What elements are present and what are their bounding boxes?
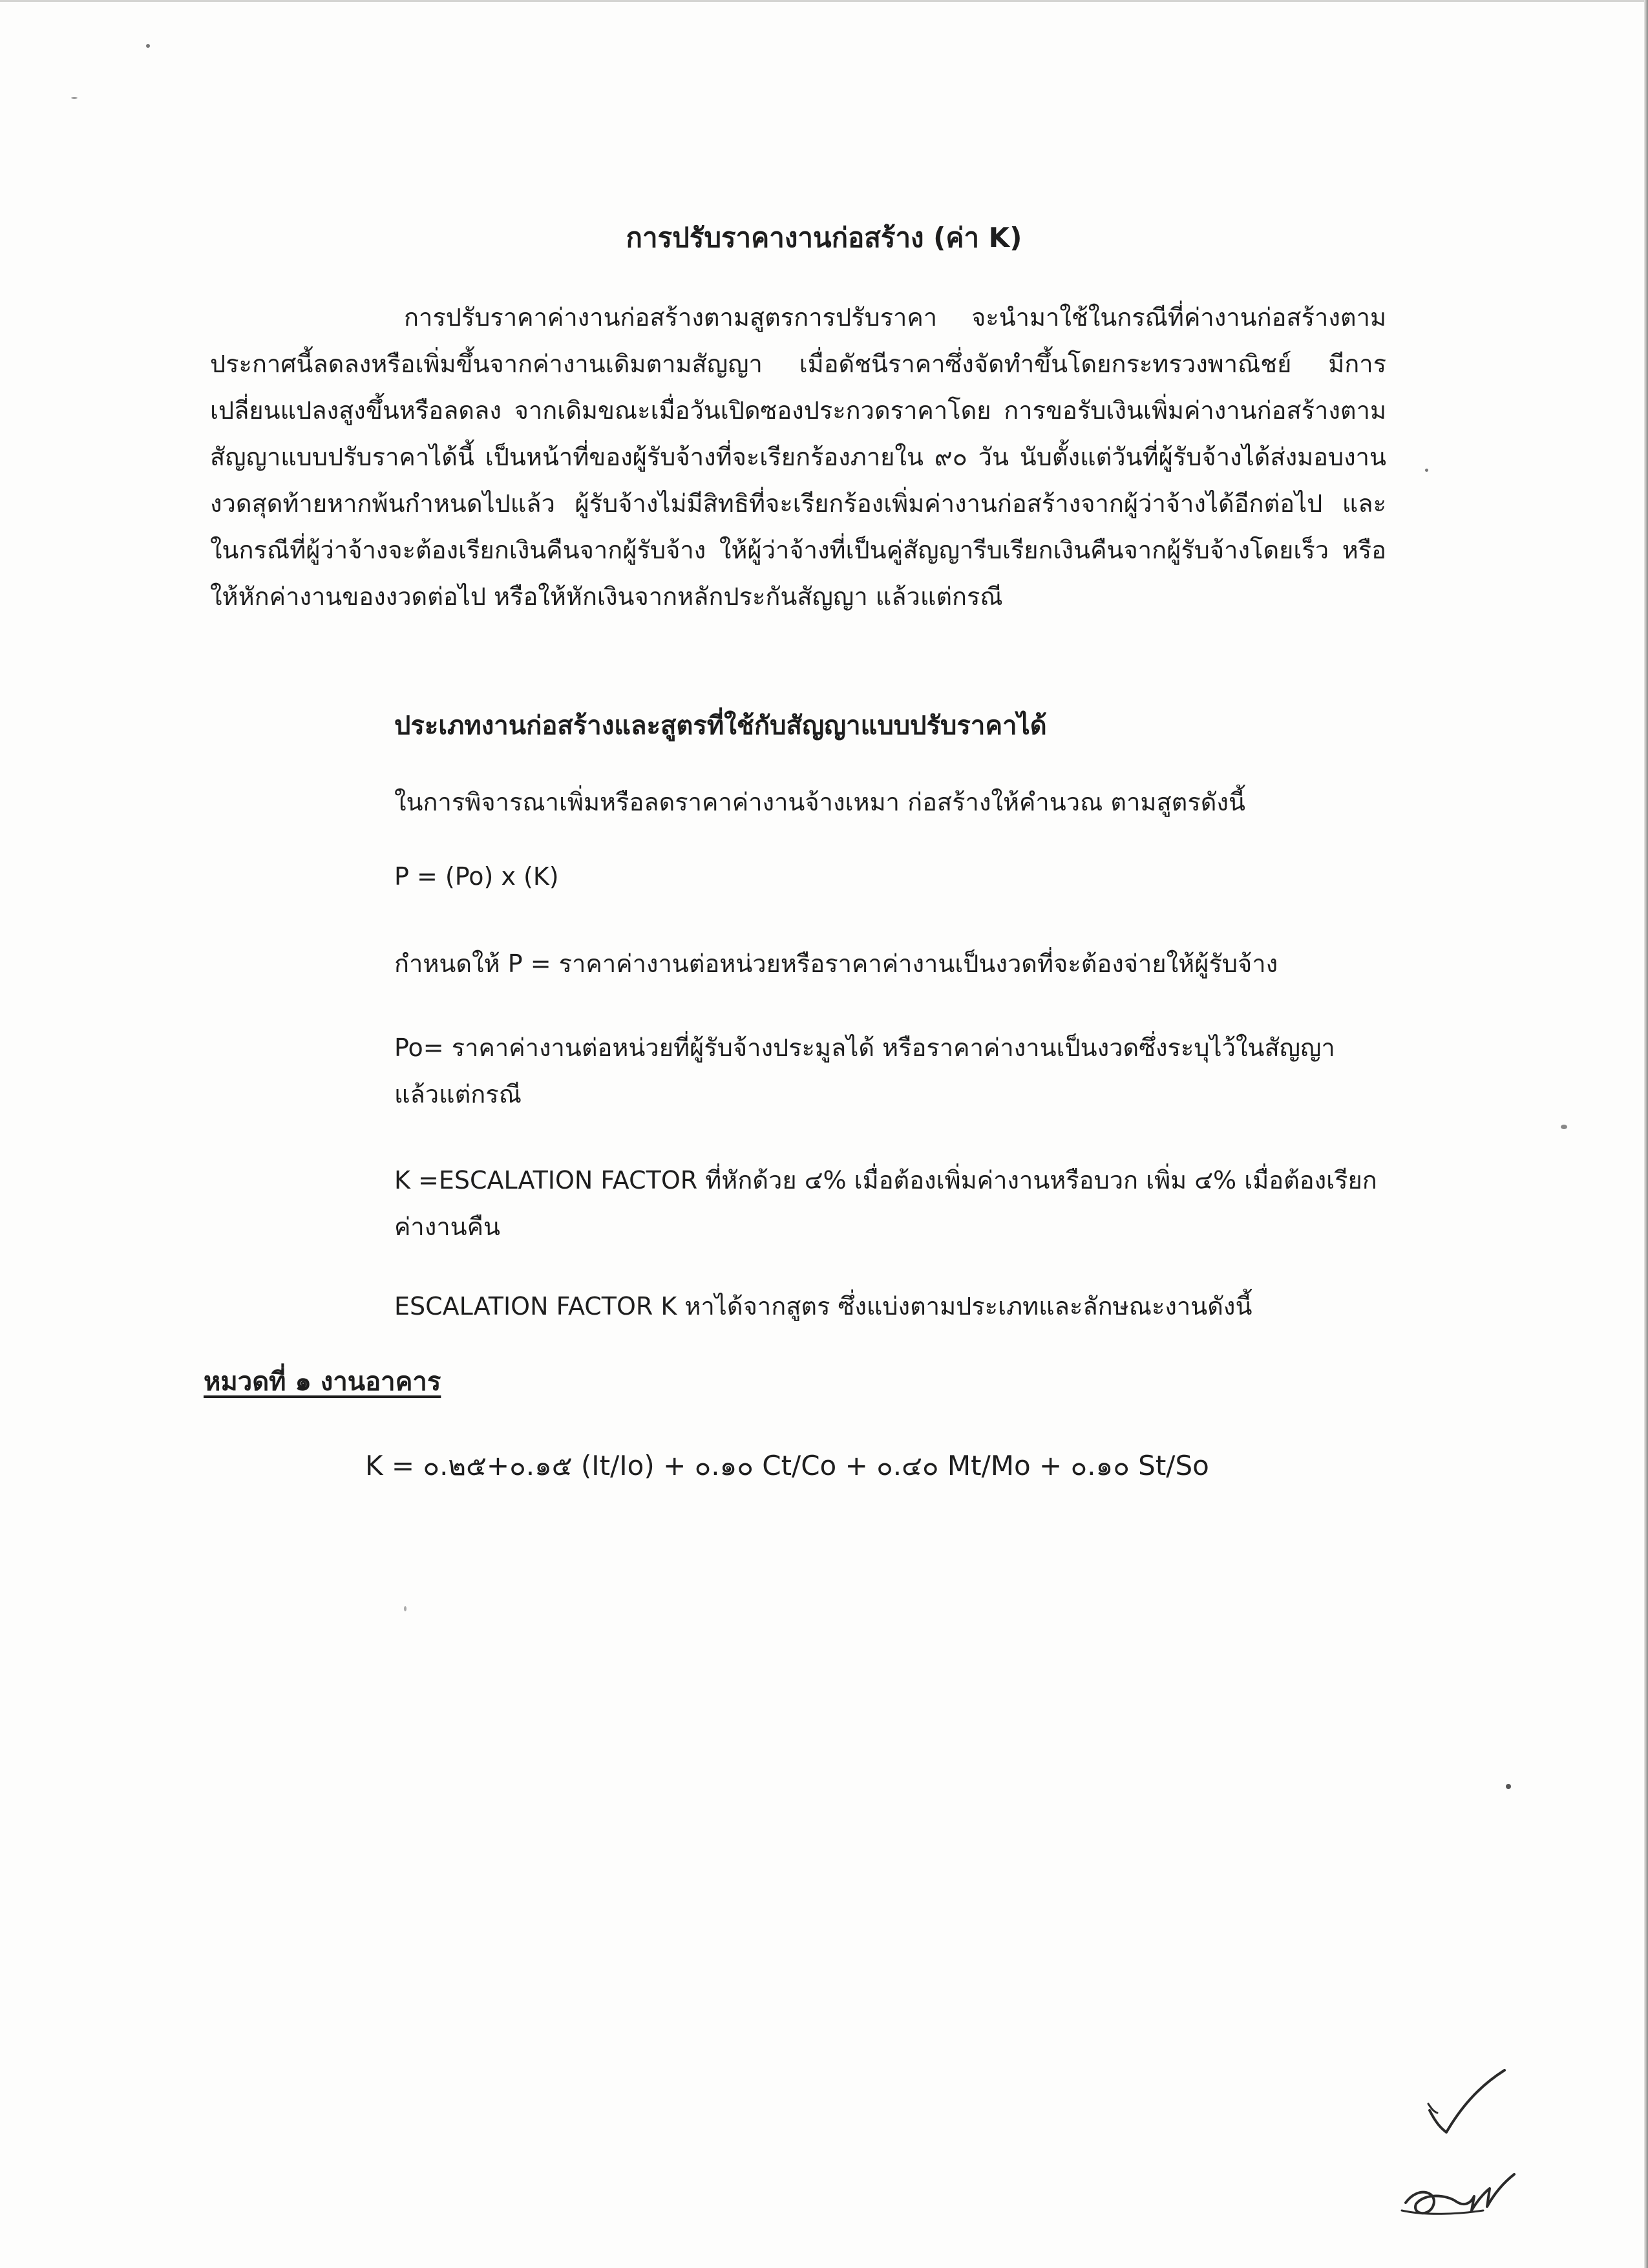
scan-speck	[404, 1606, 407, 1611]
formula-category-1: K = ๐.๒๕+๐.๑๕ (It/Io) + ๐.๑๐ Ct/Co + ๐.๔๐ Mt/Mo + ๐.๑๐ St/So	[365, 1450, 1209, 1481]
definition-p: กำหนดให้ P = ราคาค่างานต่อหน่วยหรือราคาค่างานเป็นงวดที่จะต้องจ่ายให้ผู้รับจ้าง	[394, 949, 1278, 978]
definition-po: Po= ราคาค่างานต่อหน่วยที่ผู้รับจ้างประมูลได้ หรือราคาค่างานเป็นงวดซึ่งระบุไว้ในสัญญา แล้วแต่กรณี	[394, 1033, 1335, 1108]
page-top-edge	[0, 0, 1648, 2]
escalation-note: ESCALATION FACTOR K หาได้จากสูตร ซึ่งแบ่งตามประเภทและลักษณะงานดังนี้	[394, 1292, 1252, 1320]
page-right-edge	[1644, 0, 1648, 2268]
scan-speck	[146, 44, 150, 48]
scan-speck	[1506, 1784, 1511, 1789]
intro-paragraph: การปรับราคาค่างานก่อสร้างตามสูตรการปรับราคา จะนำมาใช้ในกรณีที่ค่างานก่อสร้างตามประกาศนี้ลดลงหรือเพิ่มขึ้นจากค่างานเดิมตามสัญญา เมื่อดัชนีราคาซึ่งจัดทำขึ้นโดยกระทรวงพาณิชย์ มีการเปลี่ยนแปลงสูงขึ้นหรือลดลง จากเดิมขณะเมื่อวันเปิดซองประกวดราคาโดย การขอรับเงินเพิ่มค่างานก่อสร้างตามสัญญาแบบปรับราคาได้นี้ เป็นหน้าที่ของผู้รับจ้างที่จะเรียกร้องภายใน ๙๐ วัน นับตั้งแต่วันที่ผู้รับจ้างได้ส่งมอบงานงวดสุดท้ายหากพ้นกำหนดไปแล้ว ผู้รับจ้างไม่มีสิทธิที่จะเรียกร้องเพิ่มค่างานก่อสร้างจากผู้ว่าจ้างได้อีกต่อไป และในกรณีที่ผู้ว่าจ้างจะต้องเรียกเงินคืนจากผู้รับจ้าง ให้ผู้ว่าจ้างที่เป็นคู่สัญญารีบเรียกเงินคืนจากผู้รับจ้างโดยเร็ว หรือให้หักค่างานของงวดต่อไป หรือให้หักเงินจากหลักประกันสัญญา แล้วแต่กรณี	[210, 303, 1386, 611]
scan-speck	[71, 97, 78, 99]
signature-icon	[1399, 2159, 1522, 2230]
category-heading: หมวดที่ ๑ งานอาคาร	[204, 1367, 441, 1397]
scan-speck	[1425, 469, 1428, 472]
calc-intro: ในการพิจารณาเพิ่มหรือลดราคาค่างานจ้างเหมา ก่อสร้างให้คำนวณ ตามสูตรดังนี้	[394, 788, 1245, 816]
check-mark-icon	[1422, 2065, 1512, 2143]
formula-main: P = (Po) x (K)	[394, 862, 559, 891]
document-title: การปรับราคางานก่อสร้าง (ค่า K)	[626, 222, 1022, 253]
scan-speck	[1561, 1125, 1567, 1129]
definition-k: K =ESCALATION FACTOR ที่หักด้วย ๔% เมื่อต้องเพิ่มค่างานหรือบวก เพิ่ม ๔% เมื่อต้องเรียกค่างานคืน	[394, 1166, 1377, 1241]
section-heading: ประเภทงานก่อสร้างและสูตรที่ใช้กับสัญญาแบบปรับราคาได้	[394, 711, 1047, 741]
